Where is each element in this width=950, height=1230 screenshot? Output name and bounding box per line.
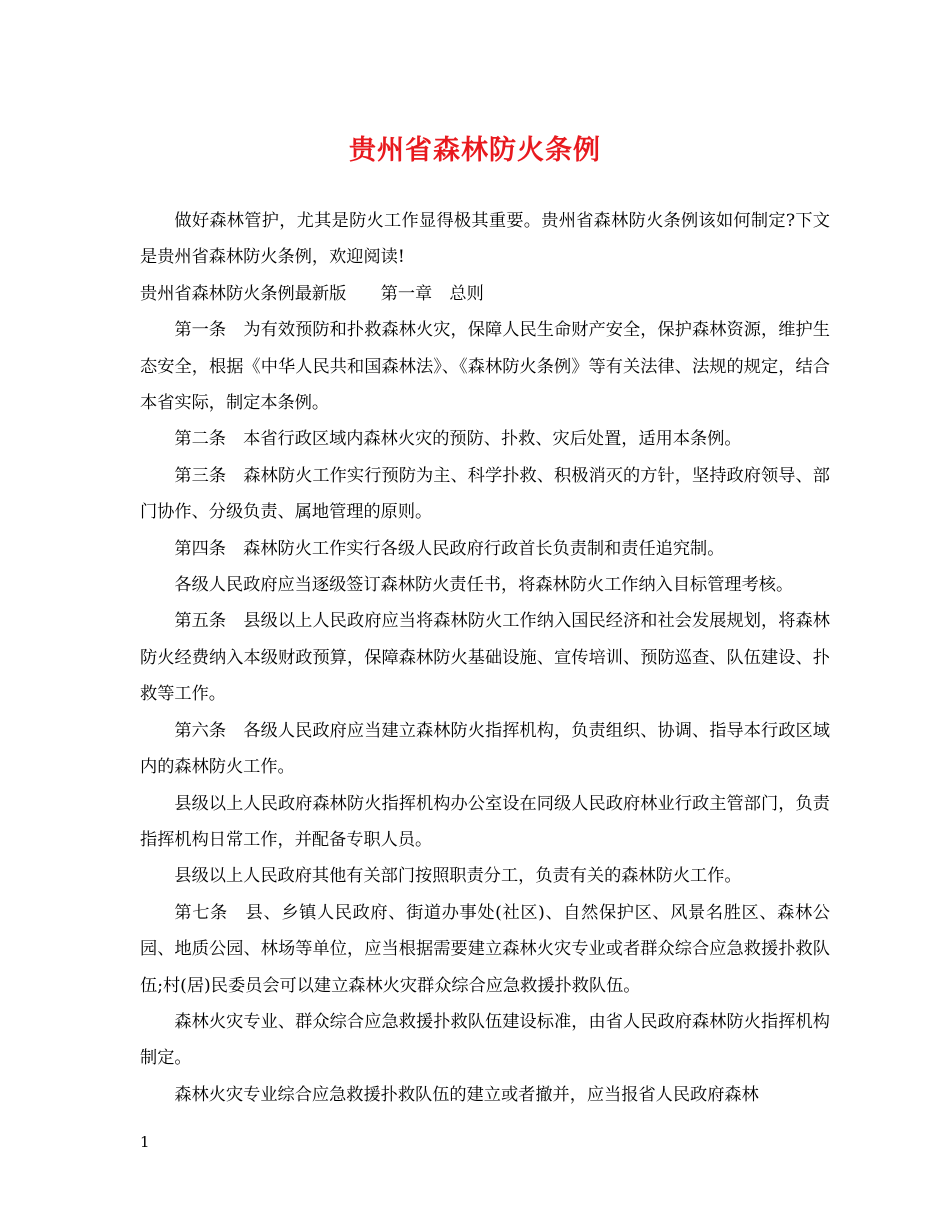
paragraph-article-7: 第七条 县、乡镇人民政府、街道办事处(社区)、自然保护区、风景名胜区、森林公园、地质公园、林场等单位，应当根据需要建立森林火灾专业或者群众综合应急救援扑救队伍;村(居)民委员会可以建立森林火灾群众综合应急救援扑救队伍。 bbox=[140, 902, 830, 996]
paragraph-article-3: 第三条 森林防火工作实行预防为主、科学扑救、积极消灭的方针，坚持政府领导、部门协作、分级负责、属地管理的原则。 bbox=[140, 465, 830, 523]
paragraph-article-6-clause-3: 县级以上人民政府其他有关部门按照职责分工，负责有关的森林防火工作。 bbox=[174, 866, 742, 887]
page-title: 贵州省森林防火条例 bbox=[349, 135, 601, 166]
paragraph-article-5: 第五条 县级以上人民政府应当将森林防火工作纳入国民经济和社会发展规划，将森林防火经费纳入本级财政预算，保障森林防火基础设施、宣传培训、预防巡查、队伍建设、扑救等工作。 bbox=[140, 611, 830, 705]
paragraph-article-6-clause-2: 县级以上人民政府森林防火指挥机构办公室设在同级人民政府林业行政主管部门，负责指挥机构日常工作，并配备专职人员。 bbox=[140, 793, 830, 850]
paragraph-article-7-clause-3: 森林火灾专业综合应急救援扑救队伍的建立或者撤并，应当报省人民政府森林 bbox=[174, 1084, 759, 1105]
paragraph-article-2: 第二条 本省行政区域内森林火灾的预防、扑救、灾后处置，适用本条例。 bbox=[174, 429, 742, 450]
paragraph-intro: 做好森林管护，尤其是防火工作显得极其重要。贵州省森林防火条例该如何制定?下文是贵州省森林防火条例，欢迎阅读! bbox=[140, 211, 830, 268]
paragraph-article-1: 第一条 为有效预防和扑救森林火灾，保障人民生命财产安全，保护森林资源，维护生态安全，根据《中华人民共和国森林法》、《森林防火条例》等有关法律、法规的规定，结合本省实际，制定本条例。 bbox=[140, 320, 830, 414]
document-body bbox=[140, 203, 830, 1113]
paragraph-article-4-clause-2: 各级人民政府应当逐级签订森林防火责任书，将森林防火工作纳入目标管理考核。 bbox=[174, 575, 794, 596]
paragraph-article-7-clause-2: 森林火灾专业、群众综合应急救援扑救队伍建设标准，由省人民政府森林防火指挥机构制定。 bbox=[140, 1011, 830, 1069]
paragraph-article-4: 第四条 森林防火工作实行各级人民政府行政首长负责制和责任追究制。 bbox=[174, 538, 725, 559]
paragraph-article-6: 第六条 各级人民政府应当建立森林防火指挥机构，负责组织、协调、指导本行政区域内的森林防火工作。 bbox=[140, 720, 830, 778]
page-number: 1 bbox=[140, 1133, 150, 1151]
paragraph-chapter-heading: 贵州省森林防火条例最新版 第一章 总则 bbox=[140, 283, 484, 304]
